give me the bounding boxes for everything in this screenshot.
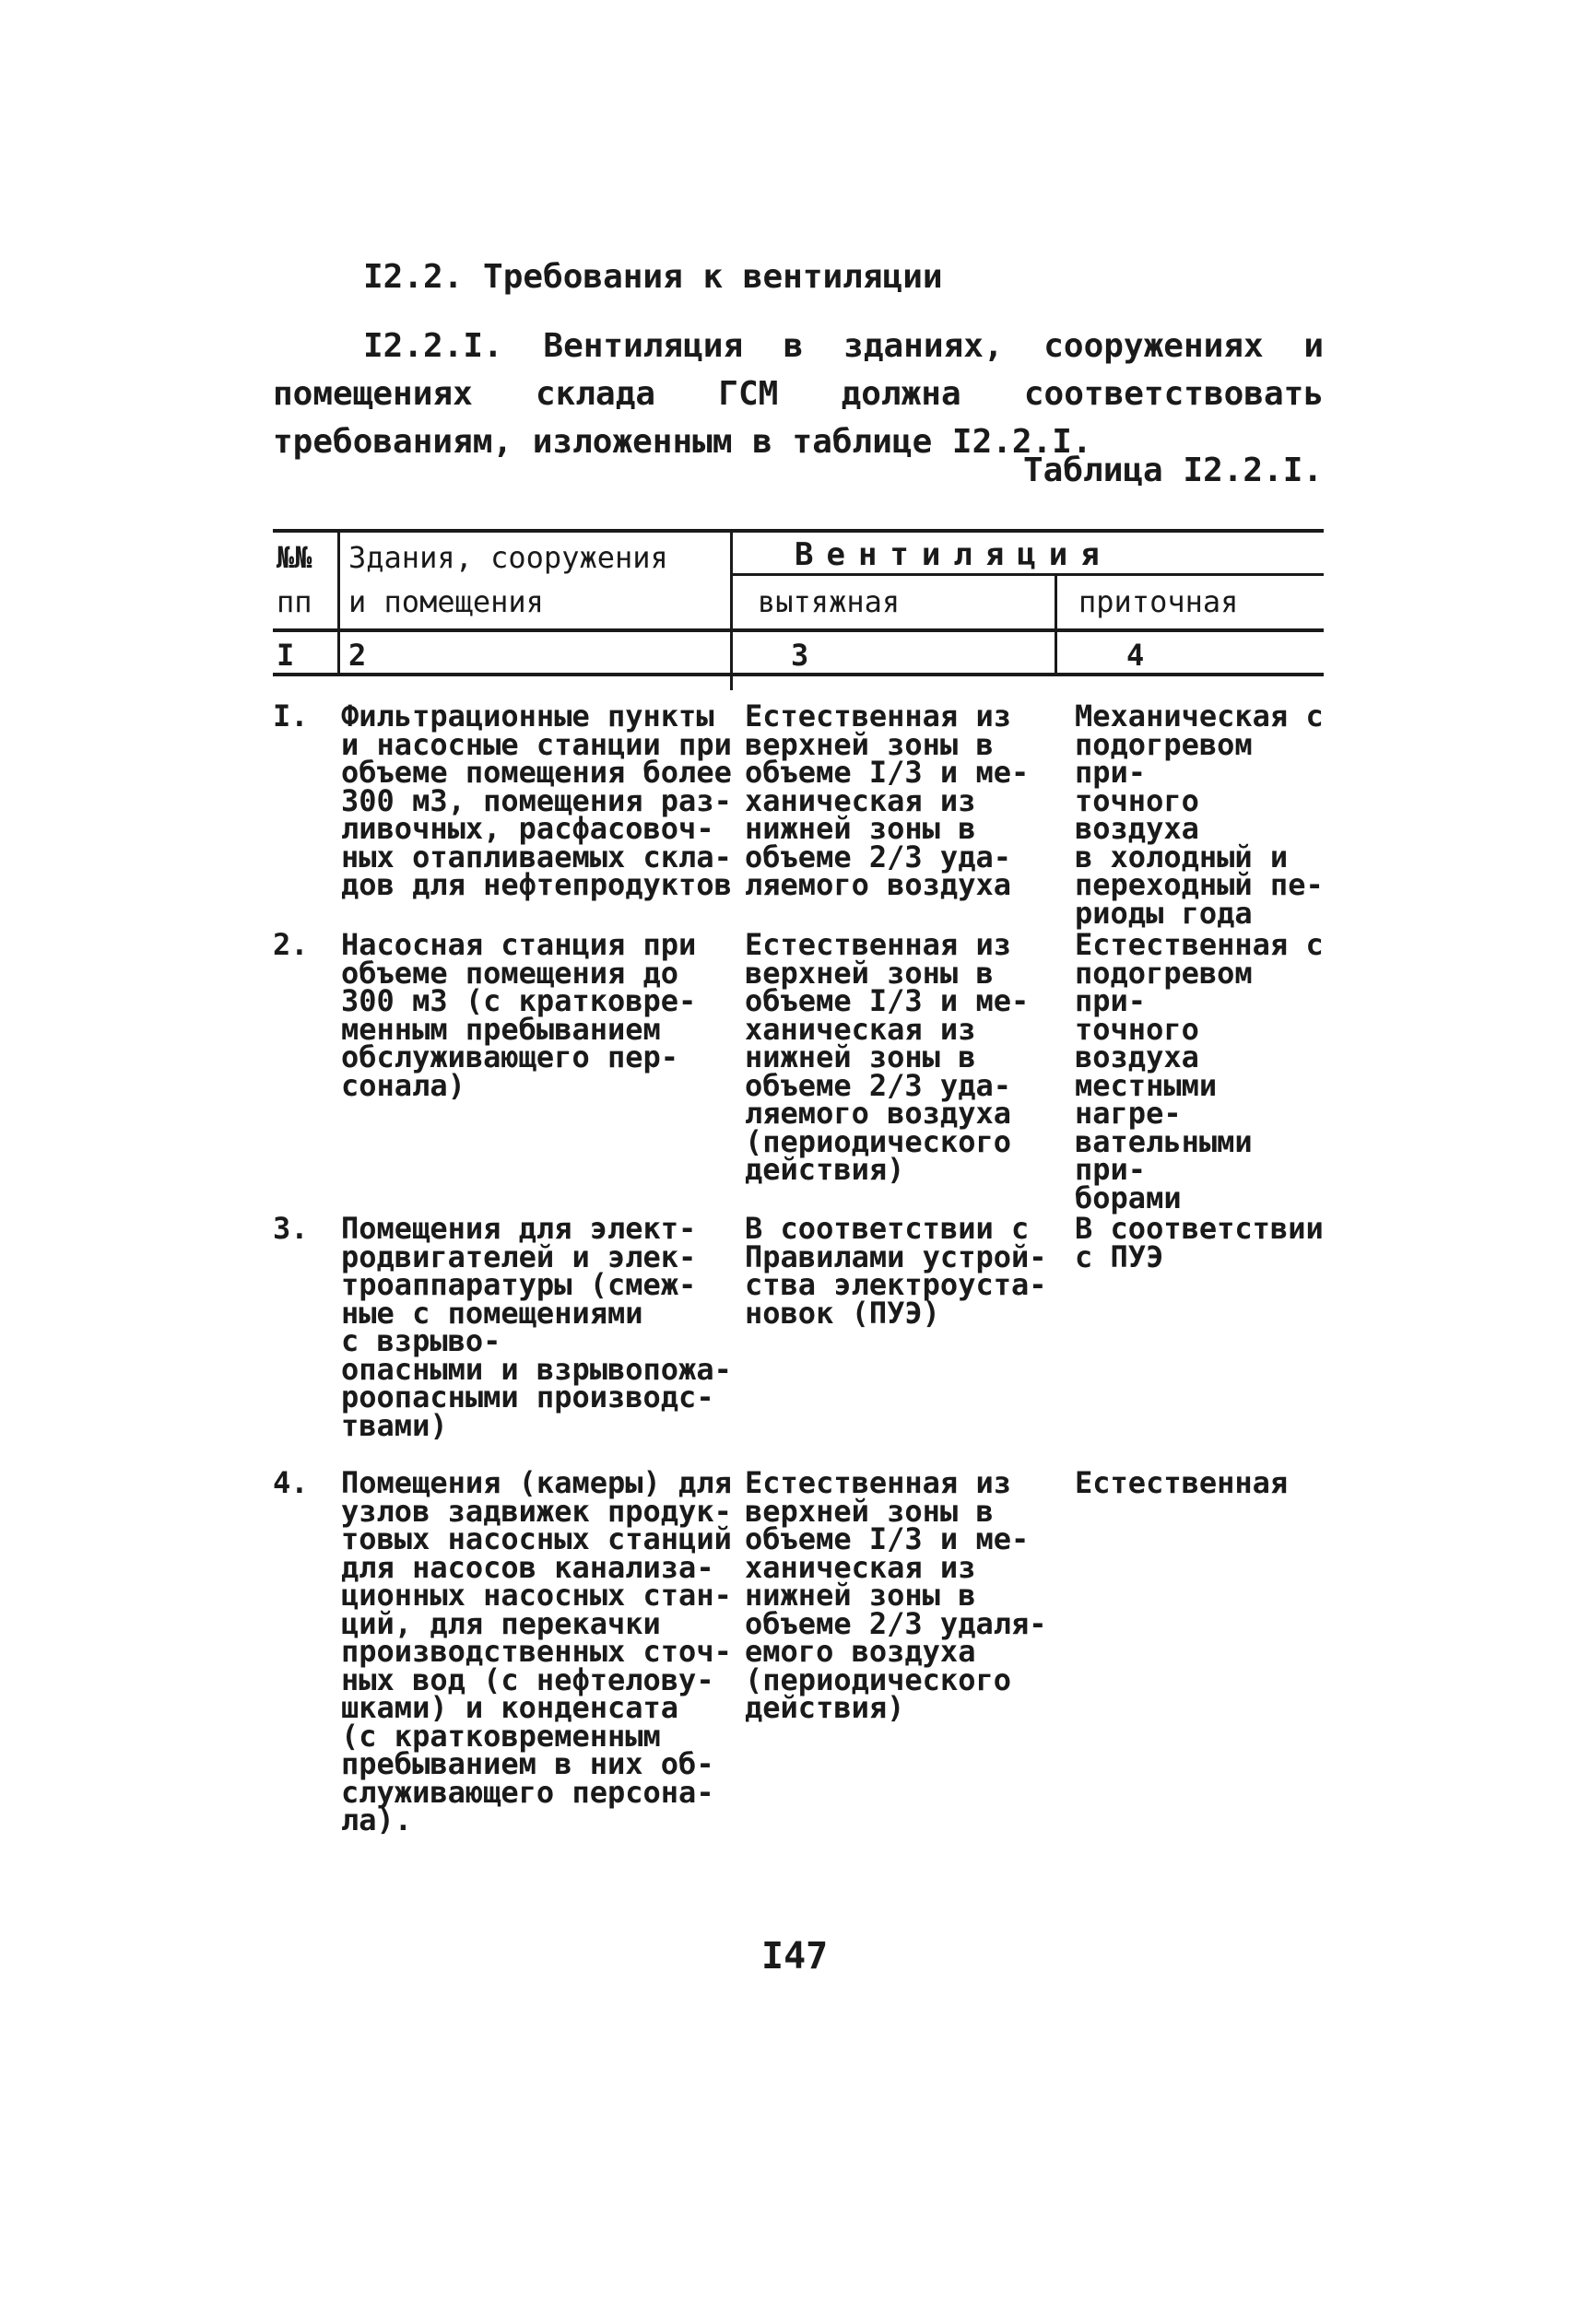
- column-divider-1: [337, 529, 340, 676]
- intro-paragraph: I2.2.I. Вентиляция в зданиях, сооружениях и помещениях склада ГСМ должна соответствовать требованиям, изложенным в таблице I2.2.I.: [273, 327, 1324, 461]
- section-title: I2.2. Требования к вентиляции: [363, 258, 943, 296]
- header-supply: приточная: [1078, 584, 1239, 619]
- row-exhaust: Естественная из верхней зоны в объеме I/3 и ме- ханическая из нижней зоны в объеме 2/3 удаля- емого воздуха (периодического действия): [745, 1465, 1047, 1725]
- ventilation-underline: [730, 573, 1324, 576]
- header-num-line1: №№: [277, 540, 312, 575]
- column-number-4: 4: [1126, 638, 1145, 673]
- row-building: Помещения (камеры) для узлов задвижек продук- товых насосных станций для насосов канализа- ционных насосных стан- ций, для перекачки производственных сточ- ных вод (с нефтелову- шками) и конденсата (с кратковременным пребыванием в них об- служивающего персона- ла).: [341, 1465, 732, 1837]
- column-number-rule: [273, 673, 1324, 676]
- column-divider-2: [730, 529, 733, 690]
- column-number-2: 2: [348, 638, 367, 673]
- header-ventilation: Вентиляция: [795, 536, 1113, 573]
- column-divider-3: [1055, 575, 1057, 676]
- row-exhaust: Естественная из верхней зоны в объеме I/3 и ме- ханическая из нижней зоны в объеме 2/3 уда- ляемого воздуха: [745, 698, 1030, 902]
- row-number: 3.: [273, 1211, 309, 1246]
- header-building-line2: и помещения: [348, 584, 544, 619]
- row-building: Фильтрационные пункты и насосные станции при объеме помещения более 300 м3, помещения раз- ливочных, расфасовоч- ных отапливаемых скла- дов для нефтепродуктов: [341, 698, 732, 902]
- row-supply: В соответствии с ПУЭ: [1075, 1211, 1324, 1274]
- table-caption: Таблица I2.2.I.: [1023, 452, 1324, 489]
- header-num-line2: пп: [277, 584, 312, 619]
- table-top-rule: [273, 529, 1324, 533]
- column-number-1: I: [277, 638, 295, 673]
- row-building: Помещения для элект- родвигателей и элек- троаппаратуры (смеж- ные с помещениями с взрыво- опасными и взрывопожа- роопасными производс- твами): [341, 1211, 732, 1443]
- row-number: 4.: [273, 1465, 309, 1500]
- row-supply: Механическая с подогревом при- точного воздуха в холодный и переходный пе- риоды года: [1075, 698, 1324, 931]
- row-exhaust: Естественная из верхней зоны в объеме I/3 и ме- ханическая из нижней зоны в объеме 2/3 уда- ляемого воздуха (периодического действия): [745, 927, 1030, 1187]
- row-exhaust: В соответствии с Правилами устрой- ства электроуста- новок (ПУЭ): [745, 1211, 1047, 1331]
- row-supply: Естественная: [1075, 1465, 1289, 1500]
- header-bottom-rule: [273, 628, 1324, 632]
- row-number: 2.: [273, 927, 309, 962]
- column-number-3: 3: [791, 638, 809, 673]
- header-exhaust: вытяжная: [758, 584, 901, 619]
- row-supply: Естественная с подогревом при- точного воздуха местными нагре- вательными при- борами: [1075, 927, 1324, 1215]
- row-number: I.: [273, 698, 309, 734]
- page-number: I47: [761, 1935, 829, 1978]
- row-building: Насосная станция при объеме помещения до 300 м3 (с кратковре- менным пребыванием обслуживающего пер- сонала): [341, 927, 697, 1103]
- header-building-line1: Здания, сооружения: [348, 540, 668, 575]
